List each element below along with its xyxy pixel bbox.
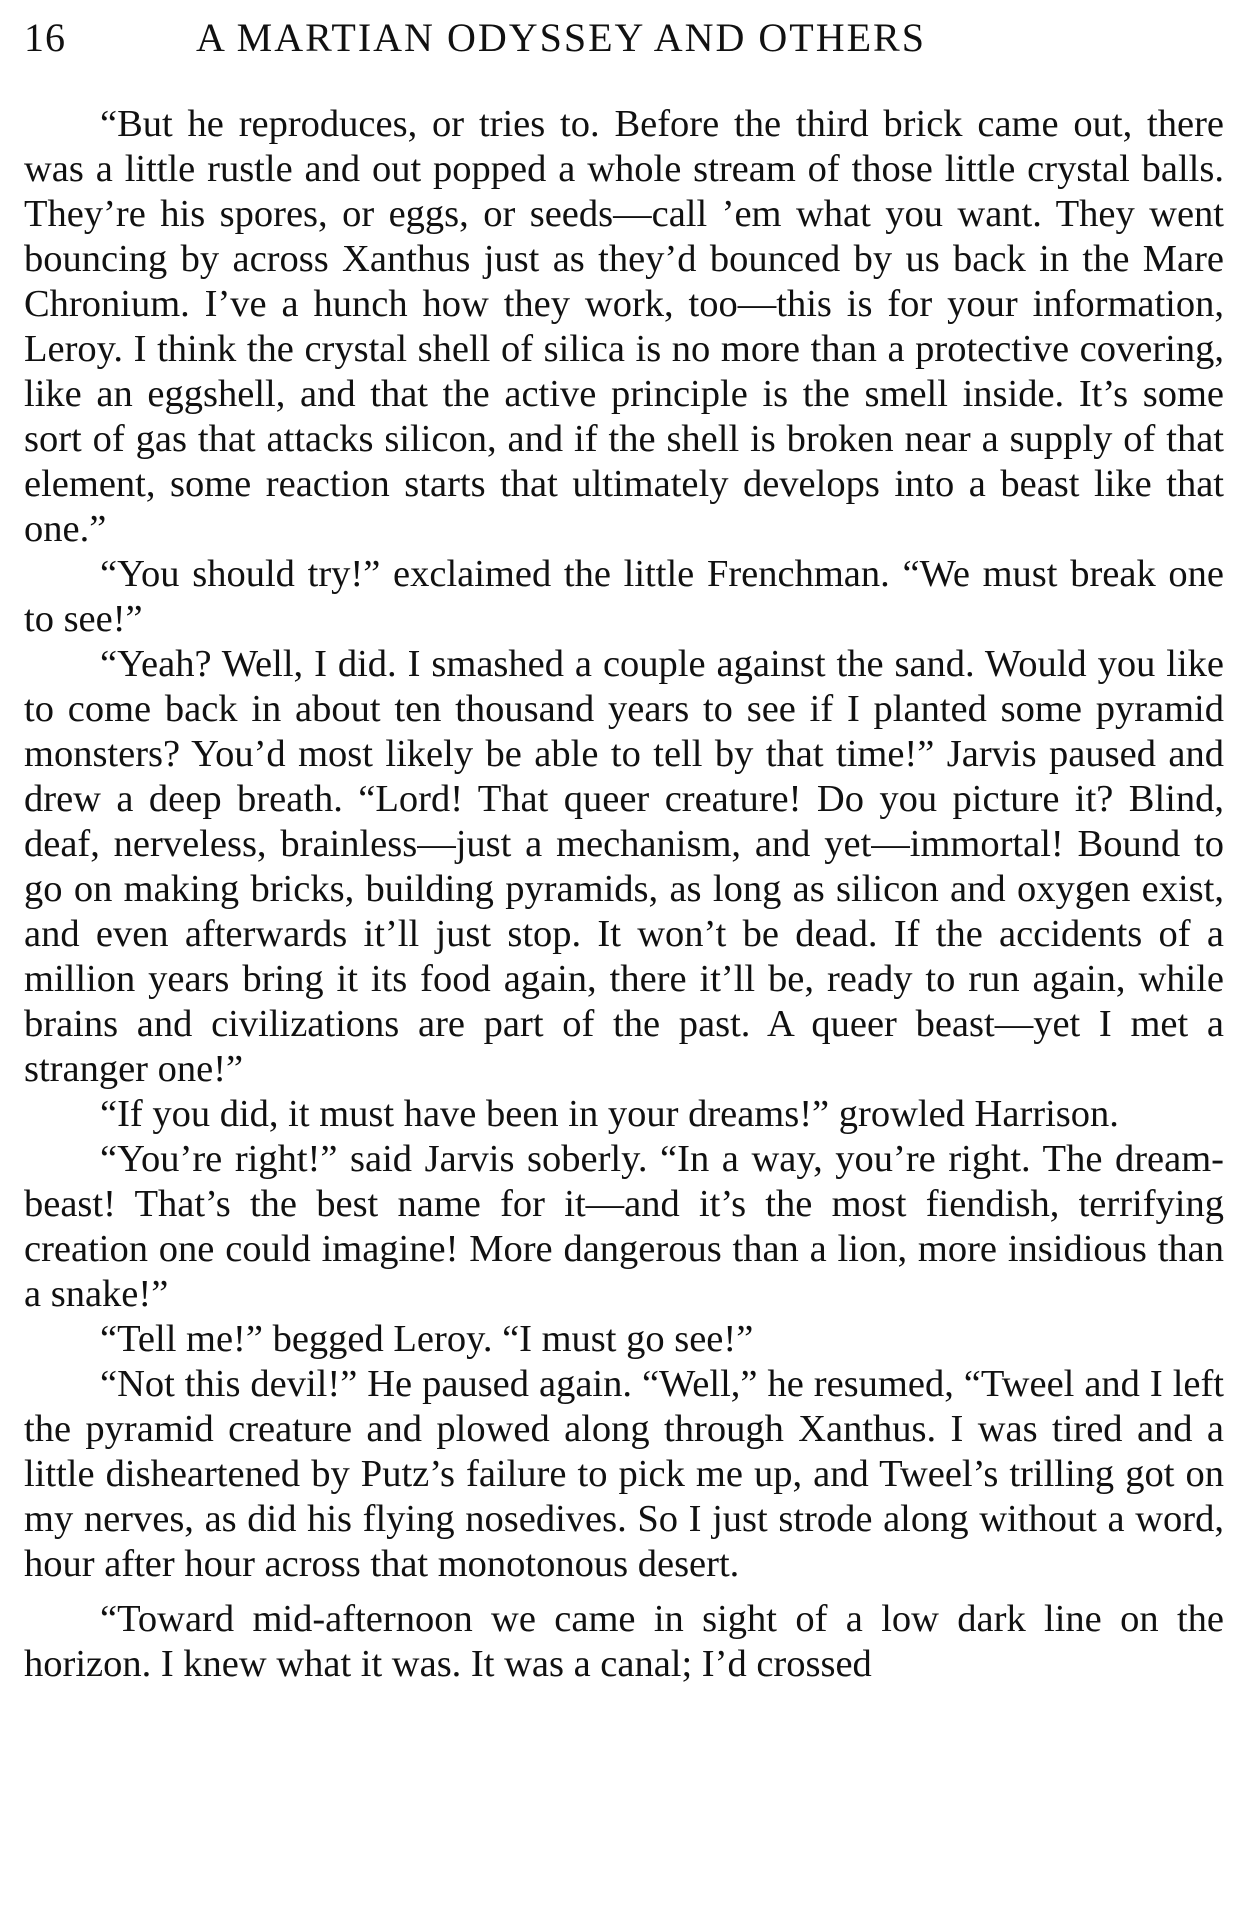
paragraph: “You should try!” exclaimed the little Frenchman. “We must break one to see!” bbox=[24, 553, 1224, 640]
paragraph: “Not this devil!” He paused again. “Well,” he resumed, “Tweel and I left the pyramid creature and plowed along through Xanthus. I was tired and a little disheartened by Putz’s failure to pick me up, and Tweel’s trilling got on my nerves, as did his flying nosedives. So I just strode along without a word, hour after hour across that monotonous desert. bbox=[24, 1363, 1224, 1585]
page-number: 16 bbox=[24, 15, 66, 60]
running-head bbox=[24, 14, 1224, 68]
paragraph: “You’re right!” said Jarvis soberly. “In a way, you’re right. The dream-beast! That’s the best name for it—and it’s the most fiendish, terrifying creation one could imagine! More dangerous than a lion, more insidious than a snake!” bbox=[24, 1138, 1224, 1315]
paragraph: “Yeah? Well, I did. I smashed a couple against the sand. Would you like to come back in about ten thousand years to see if I planted some pyramid monsters? You’d most likely be able to tell by that time!” Jarvis paused and drew a deep breath. “Lord! That queer creature! Do you picture it? Blind, deaf, nerveless, brainless—just a mechanism, and yet—immortal! Bound to go on making bricks, building pyramids, as long as silicon and oxygen exist, and even afterwards it’ll just stop. It won’t be dead. If the accidents of a million years bring it its food again, there it’ll be, ready to run again, while brains and civilizations are part of the past. A queer beast—yet I met a stranger one!” bbox=[24, 643, 1224, 1090]
paragraph: “Toward mid-afternoon we came in sight of a low dark line on the horizon. I knew what it was. It was a canal; I’d crossed bbox=[24, 1598, 1224, 1685]
paragraph: “If you did, it must have been in your dreams!” growled Harrison. bbox=[100, 1093, 1119, 1135]
paragraph: “Tell me!” begged Leroy. “I must go see!” bbox=[100, 1318, 754, 1360]
book-title: A MARTIAN ODYSSEY AND OTHERS bbox=[196, 15, 926, 60]
book-page bbox=[24, 14, 1224, 1687]
body-text bbox=[24, 102, 1224, 1687]
paragraph: “But he reproduces, or tries to. Before the third brick came out, there was a little rustle and out popped a whole stream of those little crystal balls. They’re his spores, or eggs, or seeds—call ’em what you want. They went bouncing by across Xanthus just as they’d bounced by us back in the Mare Chronium. I’ve a hunch how they work, too—this is for your information, Leroy. I think the crystal shell of silica is no more than a protective covering, like an eggshell, and that the active principle is the smell inside. It’s some sort of gas that attacks silicon, and if the shell is broken near a supply of that element, some reaction starts that ultimately develops into a beast like that one.” bbox=[24, 103, 1224, 550]
